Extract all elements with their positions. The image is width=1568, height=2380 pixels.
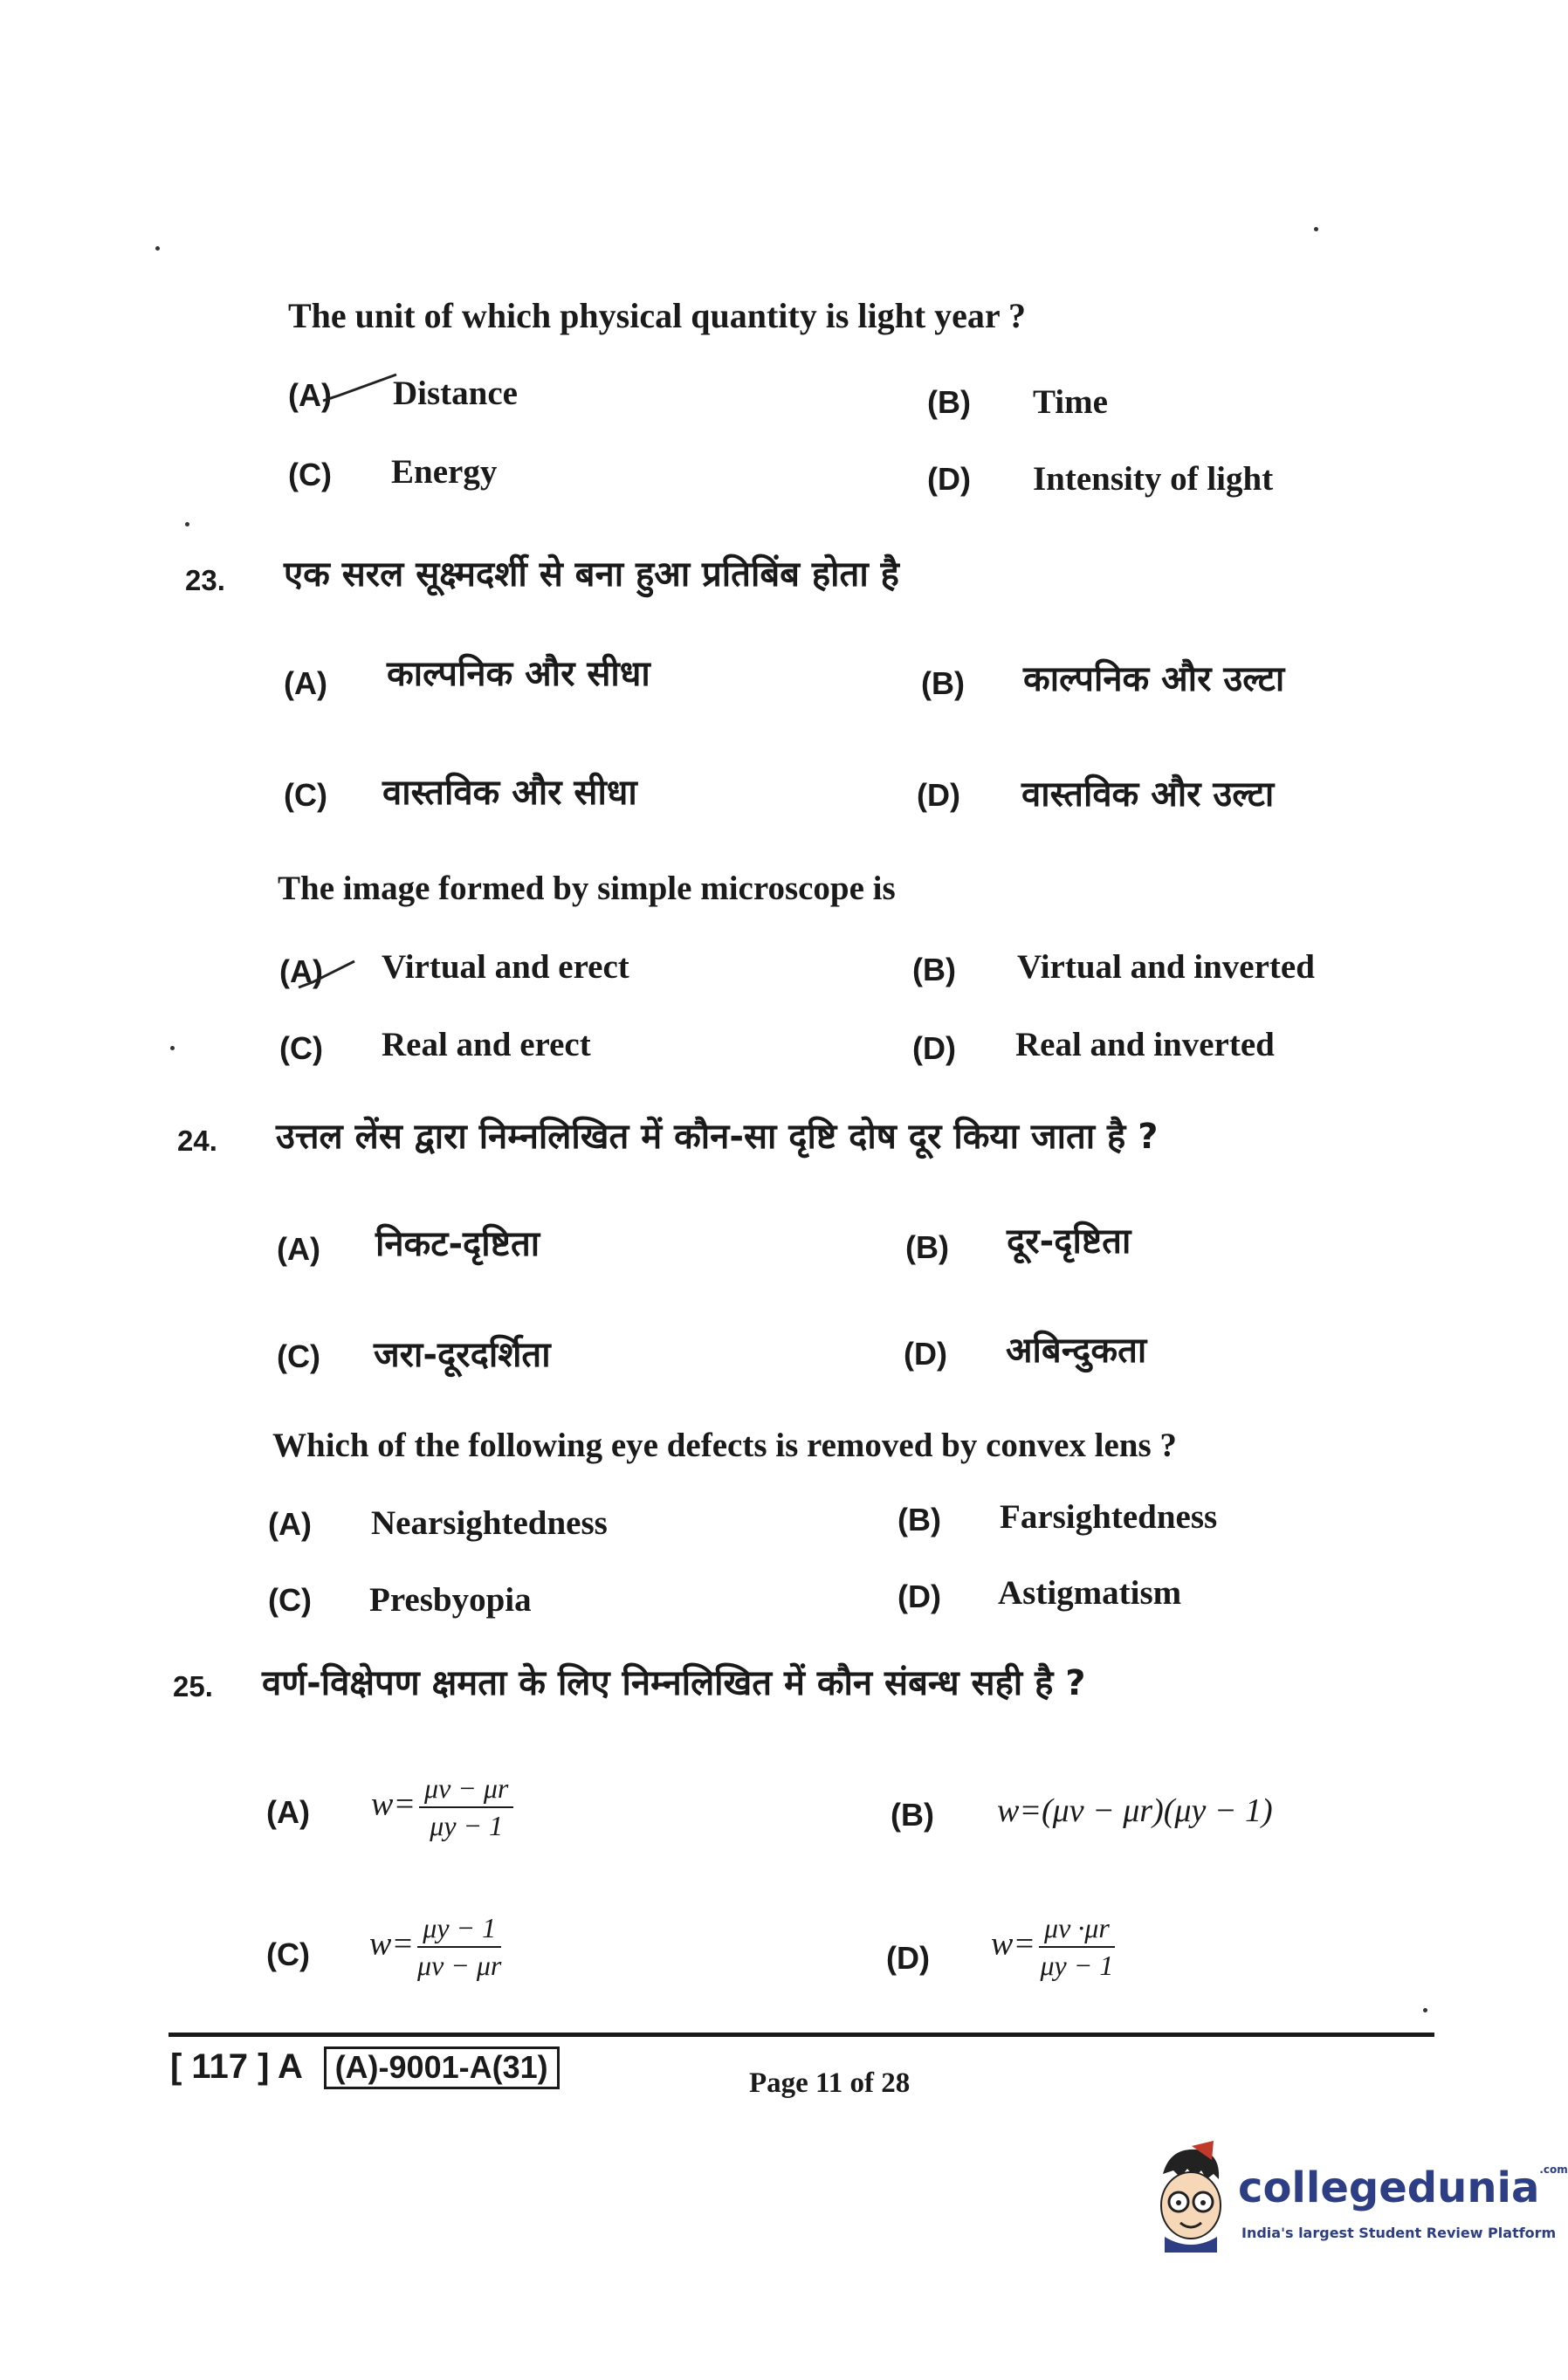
q25-opt-c-label: (C) (266, 1936, 310, 1972)
mascot-logo-icon (1144, 2139, 1231, 2253)
collegedunia-watermark (1144, 2139, 1568, 2270)
q23-number: 23. (185, 564, 225, 596)
q23-text-hi: एक सरल सूक्ष्मदर्शी से बना हुआ प्रतिबिंब होता है (284, 554, 899, 595)
q22-opt-c-text: Energy (391, 453, 498, 491)
q23-hi-opt-a-text: काल्पनिक और सीधा (387, 654, 650, 694)
q25-text-hi: वर्ण-विक्षेपण क्षमता के लिए निम्नलिखित में कौन संबन्ध सही है ? (262, 1663, 1086, 1703)
q24-number: 24. (177, 1125, 217, 1157)
q25-opt-a-denominator: μy − 1 (430, 1810, 504, 1841)
q25-opt-c-numerator: μy − 1 (417, 1912, 501, 1948)
q25-opt-a-formula (371, 1772, 513, 1842)
scan-speck (1423, 2008, 1427, 2012)
q23-en-opt-c-label: (C) (279, 1030, 323, 1066)
q25-opt-b-label: (B) (891, 1797, 934, 1833)
q25-opt-c-lhs: w= (369, 1925, 414, 1963)
q23-en-opt-b-text: Virtual and inverted (1017, 948, 1315, 986)
q24-hi-opt-a-text: निकट-दृष्टिता (375, 1224, 540, 1264)
q23-hi-opt-d-text: वास्तविक और उल्टा (1021, 774, 1275, 815)
footer-page-number: Page 11 of 28 (749, 2067, 911, 2099)
q23-hi-opt-b-label: (B) (921, 665, 965, 701)
q24-hi-opt-c-label: (C) (277, 1338, 320, 1374)
q25-opt-a-label: (A) (266, 1794, 310, 1830)
q23-en-opt-d-label: (D) (912, 1030, 956, 1066)
q25-opt-d-formula (991, 1912, 1115, 1982)
q25-number: 25. (173, 1670, 213, 1702)
q23-en-opt-a-text: Virtual and erect (382, 948, 629, 986)
q24-hi-opt-d-text: अबिन्दुकता (1006, 1331, 1147, 1371)
q24-text-en: Which of the following eye defects is removed by convex lens ? (272, 1427, 1177, 1464)
footer-set-code-box: (A)-9001-A(31) (324, 2046, 560, 2089)
watermark-brand-name (1238, 2163, 1568, 2212)
q25-opt-c-formula (369, 1912, 501, 1982)
tick-mark-icon (321, 371, 400, 406)
scan-speck (1314, 227, 1318, 231)
q25-opt-d-numerator: μv ·μr (1039, 1912, 1115, 1948)
q23-hi-opt-c-text: वास्तविक और सीधा (382, 773, 637, 813)
q24-en-opt-b-text: Farsightedness (1000, 1498, 1218, 1536)
q25-opt-c-fraction (417, 1912, 501, 1982)
q24-hi-opt-c-text: जरा-दूरदर्शिता (374, 1335, 551, 1375)
q23-hi-opt-d-label: (D) (917, 777, 960, 813)
q23-en-opt-c-text: Real and erect (382, 1026, 591, 1063)
q22-opt-b-label: (B) (927, 384, 971, 420)
tick-mark-icon (297, 956, 358, 995)
q25-opt-d-fraction (1039, 1912, 1115, 1982)
q25-opt-a-fraction (419, 1772, 513, 1842)
q24-en-opt-a-label: (A) (268, 1506, 312, 1542)
q24-en-opt-a-text: Nearsightedness (371, 1504, 608, 1542)
q24-hi-opt-a-label: (A) (277, 1231, 320, 1267)
q24-en-opt-d-label: (D) (897, 1579, 941, 1614)
q24-en-opt-c-label: (C) (268, 1582, 312, 1618)
q25-opt-a-lhs: w= (371, 1785, 416, 1823)
q24-en-opt-c-text: Presbyopia (369, 1581, 532, 1619)
q25-opt-c-denominator: μv − μr (417, 1950, 502, 1981)
q24-en-opt-d-text: Astigmatism (998, 1574, 1182, 1612)
q24-hi-opt-b-label: (B) (905, 1229, 949, 1265)
q22-opt-d-text: Intensity of light (1033, 460, 1274, 498)
q23-en-opt-b-label: (B) (912, 952, 956, 987)
q24-hi-opt-d-label: (D) (904, 1336, 947, 1372)
watermark-tagline: India's largest Student Review Platform (1241, 2225, 1557, 2241)
footer-set-code-prefix: [ 117 ] A (170, 2047, 302, 2086)
q24-en-opt-b-label: (B) (897, 1502, 941, 1537)
q23-en-opt-a-label: (A) (279, 953, 323, 989)
watermark-brand: collegedunia (1238, 2163, 1540, 2212)
q23-hi-opt-c-label: (C) (284, 777, 327, 813)
q22-text-en: The unit of which physical quantity is light year ? (288, 296, 1026, 335)
q22-opt-d-label: (D) (927, 461, 971, 497)
q24-hi-opt-b-text: दूर-दृष्टिता (1007, 1221, 1131, 1262)
scan-speck (170, 1046, 175, 1050)
footer-rule (168, 2033, 1434, 2037)
q23-hi-opt-b-text: काल्पनिक और उल्टा (1023, 659, 1285, 699)
scan-speck (185, 522, 189, 526)
q23-text-en: The image formed by simple microscope is (278, 870, 896, 907)
q25-opt-b-formula: w=(μv − μr)(μy − 1) (997, 1792, 1273, 1829)
q23-en-opt-d-text: Real and inverted (1015, 1026, 1275, 1063)
q25-opt-a-numerator: μv − μr (419, 1772, 513, 1808)
q22-opt-b-text: Time (1033, 383, 1108, 421)
q24-text-hi: उत्तल लेंस द्वारा निम्नलिखित में कौन-सा दृष्टि दोष दूर किया जाता है ? (276, 1117, 1159, 1157)
q22-opt-c-label: (C) (288, 457, 332, 492)
q23-hi-opt-a-label: (A) (284, 665, 327, 701)
footer-set-code (170, 2047, 560, 2087)
watermark-brand-suffix: .com (1539, 2163, 1568, 2176)
q25-opt-d-lhs: w= (991, 1925, 1035, 1963)
q25-opt-d-denominator: μy − 1 (1040, 1950, 1114, 1981)
q22-opt-a-label: (A) (288, 377, 332, 413)
scan-speck (155, 246, 160, 251)
q22-opt-a-text: Distance (393, 375, 518, 412)
q25-opt-d-label: (D) (886, 1940, 930, 1976)
